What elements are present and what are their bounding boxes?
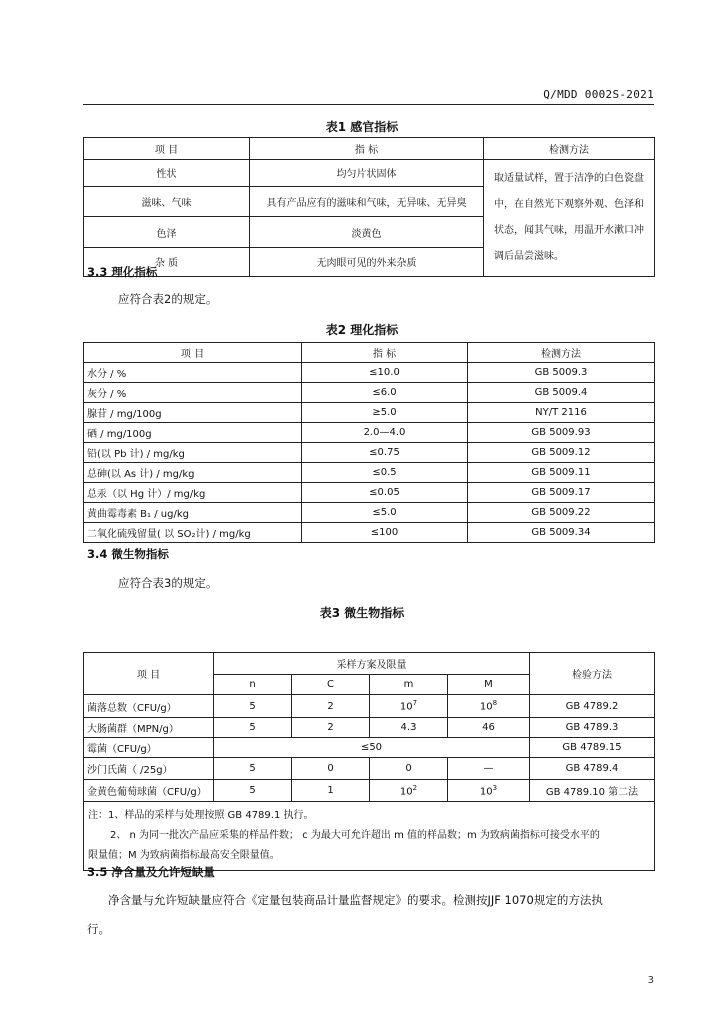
table2-index: ≤0.75 — [302, 443, 468, 463]
table3-n: 5 — [214, 780, 292, 802]
table2-index: ≤0.5 — [302, 463, 468, 483]
section-3-5-text-line1: 净含量与允许短缺量应符合《定量包装商品计量监督规定》的要求。检测按JJF 1070规定的方法执 — [108, 893, 603, 907]
table3-c: 2 — [292, 695, 370, 718]
header-rule — [83, 104, 654, 105]
table3-item: 金黄色葡萄球菌（CFU/g） — [84, 780, 214, 802]
table2-method: NY/T 2116 — [468, 403, 655, 423]
table2-header-index: 指 标 — [302, 343, 468, 363]
table2-item: 总砷(以 As 计) / mg/kg — [84, 463, 302, 483]
table1-caption: 表1 感官指标 — [325, 120, 399, 134]
table2-method: GB 5009.12 — [468, 443, 655, 463]
table2-index: ≤0.05 — [302, 483, 468, 503]
table2-item: 硒 / mg/100g — [84, 423, 302, 443]
microbe-table — [83, 652, 655, 871]
section-3-4-text: 应符合表3的规定。 — [118, 576, 218, 590]
section-3-5-title: 3.5 净含量及允许短缺量 — [87, 865, 215, 879]
section-3-5-text-line2: 行。 — [87, 922, 110, 936]
table3-note-1: 注：1、样品的采样与处理按照 GB 4789.1 执行。 — [88, 810, 314, 821]
table2-method: GB 5009.4 — [468, 383, 655, 403]
table3-n: 5 — [214, 758, 292, 780]
table3-item: 菌落总数（CFU/g） — [84, 695, 214, 718]
table3-method: GB 4789.3 — [530, 718, 655, 738]
table2-method: GB 5009.93 — [468, 423, 655, 443]
table3-m: 0 — [370, 758, 448, 780]
table1-method-text: 取适量试样，置于洁净的白色瓷盘中，在自然光下观察外观、色泽和状态，闻其气味，用温开水漱口冲调后品尝滋味。 — [484, 160, 655, 277]
table3-note-2: 2、 n 为同一批次产品应采集的样品件数； c 为最大可允许超出 m 值的样品数；m 为致病菌指标可接受水平的 — [110, 830, 600, 841]
table3-M: — — [448, 758, 530, 780]
table2-item: 二氧化硫残留量( 以 SO₂计) / mg/kg — [84, 523, 302, 543]
table1-index: 均匀片状固体 — [250, 160, 484, 187]
section-3-3-title: 3.3 理化指标 — [87, 265, 158, 279]
table3-item: 沙门氏菌（ /25g） — [84, 758, 214, 780]
table3-m: $10^2$ — [370, 780, 448, 802]
table3-m: 4.3 — [370, 718, 448, 738]
table3-method: GB 4789.10 第二法 — [530, 780, 655, 802]
table2-index: ≤100 — [302, 523, 468, 543]
table2-index: 2.0—4.0 — [302, 423, 468, 443]
table3-c: 2 — [292, 718, 370, 738]
table2-index: ≤6.0 — [302, 383, 468, 403]
table3-method: GB 4789.4 — [530, 758, 655, 780]
table1-item: 色泽 — [84, 217, 250, 247]
table2-item: 总汞（以 Hg 计）/ mg/kg — [84, 483, 302, 503]
table2-header-item: 项 目 — [84, 343, 302, 363]
table2-index: ≤5.0 — [302, 503, 468, 523]
sensory-table — [83, 137, 655, 277]
table3-item: 大肠菌群（MPN/g） — [84, 718, 214, 738]
table2-header-method: 检测方法 — [468, 343, 655, 363]
table3-subheader-n: n — [214, 675, 292, 695]
table2-item: 铅(以 Pb 计) / mg/kg — [84, 443, 302, 463]
table2-method: GB 5009.3 — [468, 363, 655, 383]
table1-header-item: 项 目 — [84, 138, 250, 160]
table1-index: 无肉眼可见的外来杂质 — [250, 247, 484, 276]
table2-method: GB 5009.17 — [468, 483, 655, 503]
table3-n: 5 — [214, 695, 292, 718]
table1-item: 性状 — [84, 160, 250, 187]
table3-method: GB 4789.15 — [530, 738, 655, 758]
table3-n: 5 — [214, 718, 292, 738]
table1-index: 具有产品应有的滋味和气味，无异味、无异臭 — [250, 186, 484, 216]
table2-item: 水分 / % — [84, 363, 302, 383]
table2-method: GB 5009.22 — [468, 503, 655, 523]
table3-M: $10^3$ — [448, 780, 530, 802]
physchem-table — [83, 342, 655, 543]
table3-M: 46 — [448, 718, 530, 738]
table3-note-3: 限量值；M 为致病菌指标最高安全限量值。 — [88, 850, 280, 861]
table3-method: GB 4789.2 — [530, 695, 655, 718]
section-3-3-text: 应符合表2的规定。 — [118, 292, 218, 306]
table2-caption: 表2 理化指标 — [325, 323, 399, 337]
table2-item: 黄曲霉毒素 B₁ / ug/kg — [84, 503, 302, 523]
table1-header-index: 指 标 — [250, 138, 484, 160]
table1-index: 淡黄色 — [250, 217, 484, 247]
table3-caption: 表3 微生物指标 — [319, 606, 405, 620]
table2-index: ≥5.0 — [302, 403, 468, 423]
table3-subheader-c: C — [292, 675, 370, 695]
table2-index: ≤10.0 — [302, 363, 468, 383]
table3-subheader-m: m — [370, 675, 448, 695]
table3-header-item: 项 目 — [84, 653, 214, 695]
table3-header-plan: 采样方案及限量 — [214, 653, 530, 675]
table3-notes — [84, 802, 655, 871]
table1-item: 滋味、气味 — [84, 186, 250, 216]
table3-m: $10^7$ — [370, 695, 448, 718]
table3-M: $10^8$ — [448, 695, 530, 718]
table3-c: 1 — [292, 780, 370, 802]
section-3-4-title: 3.4 微生物指标 — [87, 547, 169, 561]
table3-header-method: 检验方法 — [530, 653, 655, 695]
table2-item: 灰分 / % — [84, 383, 302, 403]
document-code: Q/MDD 0002S-2021 — [543, 88, 654, 101]
table3-subheader-M: M — [448, 675, 530, 695]
table3-item: 霉菌（CFU/g） — [84, 738, 214, 758]
table3-mold-limit: ≤50 — [214, 738, 530, 758]
table1-header-method: 检测方法 — [484, 138, 655, 160]
table2-item: 腺苷 / mg/100g — [84, 403, 302, 423]
table2-method: GB 5009.11 — [468, 463, 655, 483]
table1-item: 杂 质 — [84, 247, 250, 276]
table2-method: GB 5009.34 — [468, 523, 655, 543]
table3-c: 0 — [292, 758, 370, 780]
page-number: 3 — [647, 975, 654, 986]
